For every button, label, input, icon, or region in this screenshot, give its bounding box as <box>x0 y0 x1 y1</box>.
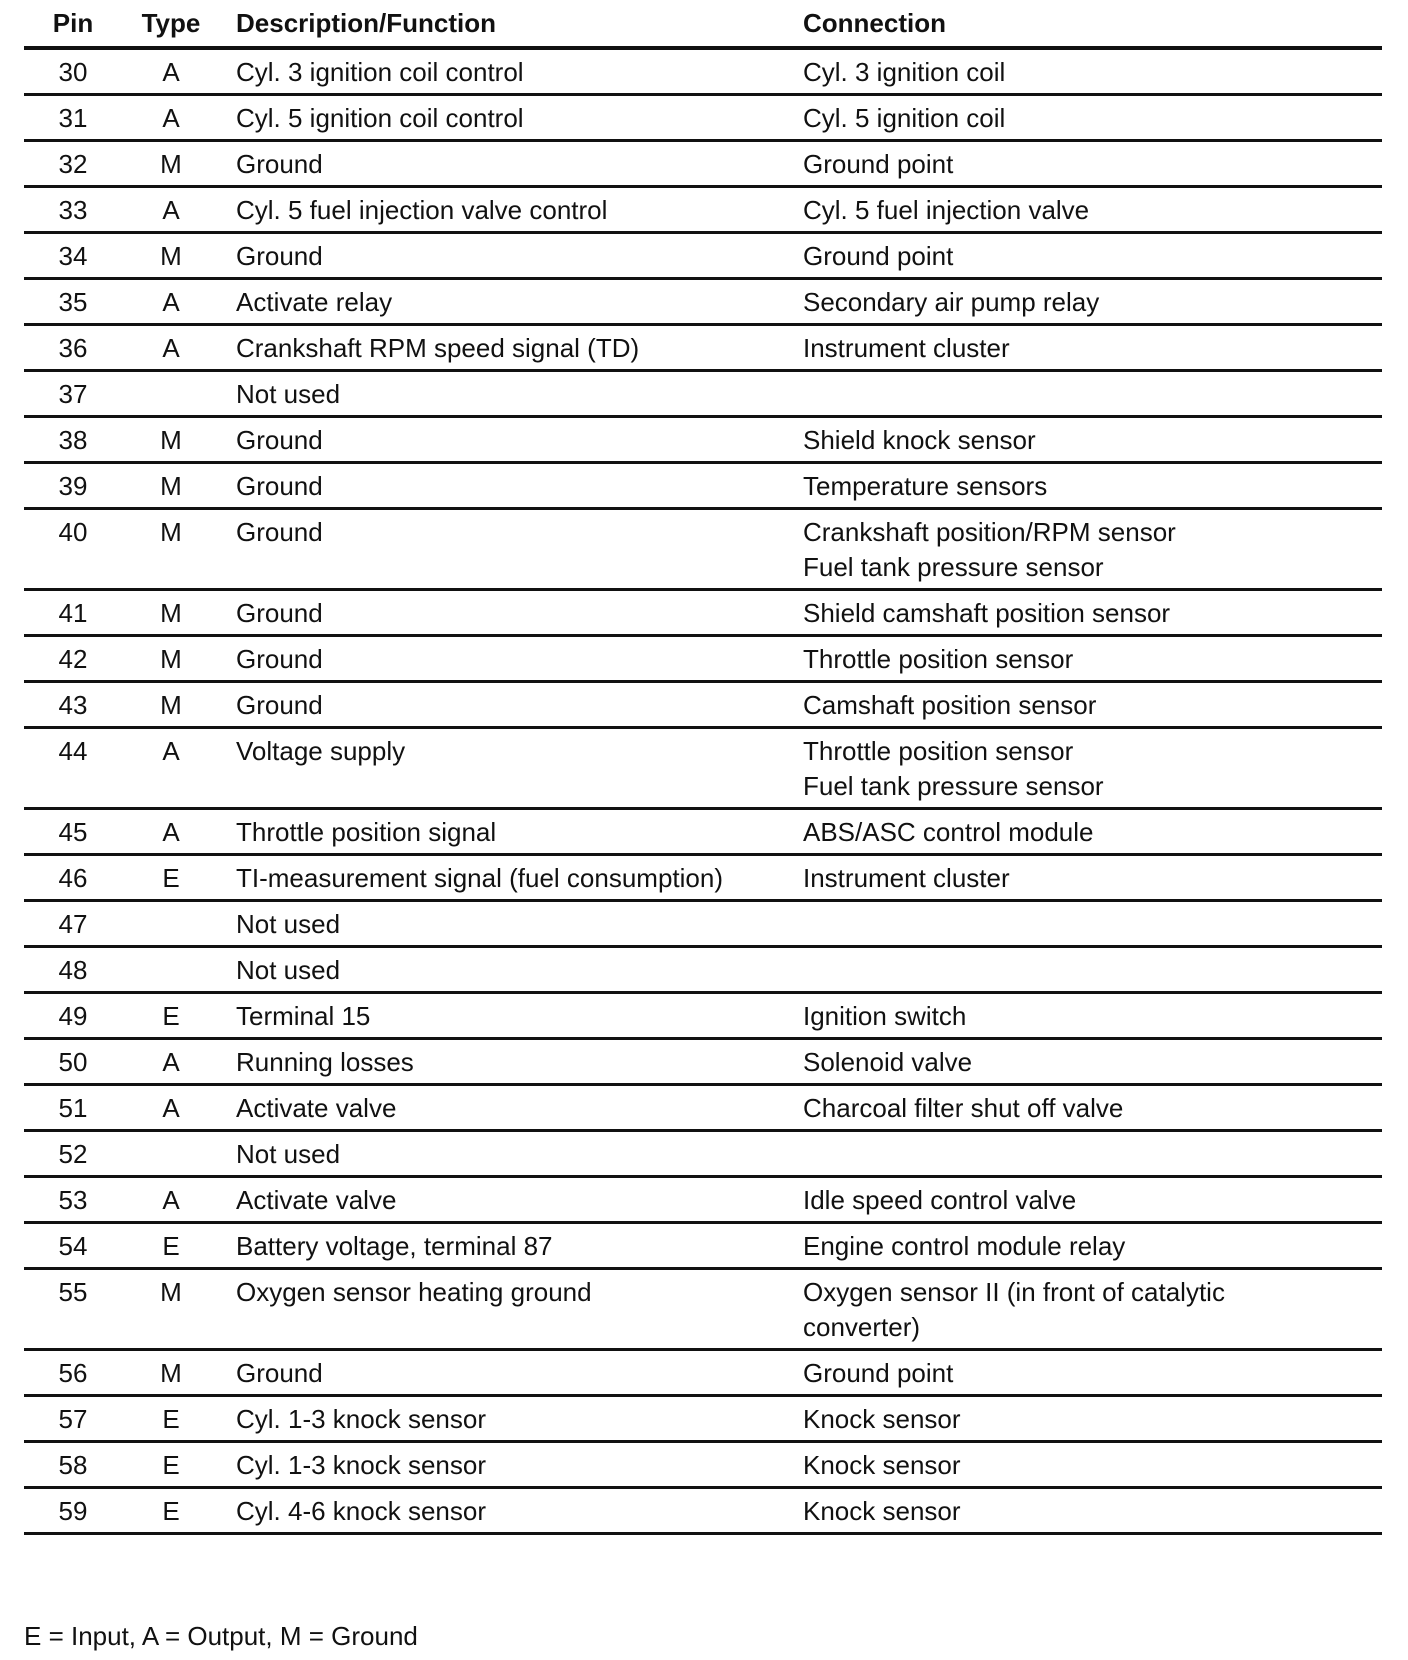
type-cell: E <box>122 855 220 901</box>
connection-line: Throttle position sensor <box>803 736 1074 766</box>
type-cell: E <box>122 993 220 1039</box>
connection-line: Charcoal filter shut off valve <box>803 1093 1124 1123</box>
pin-cell: 48 <box>24 947 122 993</box>
connection-cell <box>797 682 1382 728</box>
table-row <box>24 187 1382 233</box>
table-row <box>24 279 1382 325</box>
connection-cell <box>797 463 1382 509</box>
type-cell: E <box>122 1223 220 1269</box>
connection-cell <box>797 1085 1382 1131</box>
connection-cell <box>797 590 1382 636</box>
connection-cell <box>797 855 1382 901</box>
table-row <box>24 947 1382 993</box>
table-row <box>24 325 1382 371</box>
connection-cell <box>797 1442 1382 1488</box>
description-cell: Cyl. 3 ignition coil control <box>220 48 797 95</box>
pin-cell: 53 <box>24 1177 122 1223</box>
description-cell: Not used <box>220 371 797 417</box>
connection-line: Knock sensor <box>803 1404 961 1434</box>
connection-line-2: converter) <box>803 1312 921 1342</box>
description-cell: Terminal 15 <box>220 993 797 1039</box>
description-cell: Activate valve <box>220 1085 797 1131</box>
table-row <box>24 463 1382 509</box>
description-cell: Ground <box>220 141 797 187</box>
pin-cell: 43 <box>24 682 122 728</box>
table-row <box>24 1269 1382 1350</box>
description-cell: Crankshaft RPM speed signal (TD) <box>220 325 797 371</box>
description-cell: Ground <box>220 1350 797 1396</box>
table-row <box>24 855 1382 901</box>
table-row <box>24 95 1382 141</box>
table-row <box>24 682 1382 728</box>
pin-cell: 46 <box>24 855 122 901</box>
connection-line-2: Fuel tank pressure sensor <box>803 552 1104 582</box>
description-cell: Ground <box>220 682 797 728</box>
table-header <box>24 0 1382 48</box>
pin-assignment-table <box>24 0 1382 1535</box>
type-cell: A <box>122 728 220 809</box>
pin-cell: 51 <box>24 1085 122 1131</box>
table-row <box>24 636 1382 682</box>
connection-line: Cyl. 5 fuel injection valve <box>803 195 1090 225</box>
type-cell: A <box>122 187 220 233</box>
pin-cell: 34 <box>24 233 122 279</box>
connection-cell <box>797 636 1382 682</box>
connection-cell <box>797 509 1382 590</box>
connection-cell <box>797 1350 1382 1396</box>
table-row <box>24 233 1382 279</box>
type-cell: A <box>122 1085 220 1131</box>
description-cell: Ground <box>220 463 797 509</box>
table-row <box>24 1350 1382 1396</box>
type-cell: M <box>122 463 220 509</box>
connection-cell <box>797 993 1382 1039</box>
description-cell: Not used <box>220 947 797 993</box>
connection-cell <box>797 1131 1382 1177</box>
type-cell: M <box>122 233 220 279</box>
table-row <box>24 993 1382 1039</box>
header-description: Description/Function <box>220 0 797 48</box>
connection-line: Knock sensor <box>803 1450 961 1480</box>
connection-line: Instrument cluster <box>803 333 1010 363</box>
connection-cell <box>797 728 1382 809</box>
connection-line: ABS/ASC control module <box>803 817 1094 847</box>
pin-cell: 52 <box>24 1131 122 1177</box>
description-cell: TI-measurement signal (fuel consumption) <box>220 855 797 901</box>
type-cell: M <box>122 141 220 187</box>
description-cell: Cyl. 4-6 knock sensor <box>220 1488 797 1534</box>
description-cell: Voltage supply <box>220 728 797 809</box>
description-cell: Cyl. 5 fuel injection valve control <box>220 187 797 233</box>
connection-line: Cyl. 3 ignition coil <box>803 57 1006 87</box>
connection-cell <box>797 901 1382 947</box>
pin-cell: 38 <box>24 417 122 463</box>
description-cell: Ground <box>220 417 797 463</box>
table-row <box>24 590 1382 636</box>
header-pin: Pin <box>24 0 122 48</box>
connection-cell <box>797 1223 1382 1269</box>
pin-cell: 50 <box>24 1039 122 1085</box>
description-cell: Ground <box>220 636 797 682</box>
pin-cell: 55 <box>24 1269 122 1350</box>
description-cell: Ground <box>220 590 797 636</box>
pin-cell: 42 <box>24 636 122 682</box>
type-cell: E <box>122 1488 220 1534</box>
connection-cell <box>797 809 1382 855</box>
pin-cell: 30 <box>24 48 122 95</box>
table-row <box>24 901 1382 947</box>
type-cell <box>122 901 220 947</box>
pin-cell: 49 <box>24 993 122 1039</box>
header-type: Type <box>122 0 220 48</box>
connection-cell <box>797 371 1382 417</box>
pin-cell: 54 <box>24 1223 122 1269</box>
table-row <box>24 809 1382 855</box>
connection-cell <box>797 141 1382 187</box>
type-cell: E <box>122 1396 220 1442</box>
connection-line: Ground point <box>803 149 954 179</box>
type-cell: A <box>122 48 220 95</box>
table-row <box>24 1396 1382 1442</box>
connection-line: Instrument cluster <box>803 863 1010 893</box>
connection-line-2: Fuel tank pressure sensor <box>803 771 1104 801</box>
type-cell: A <box>122 1177 220 1223</box>
description-cell: Ground <box>220 509 797 590</box>
description-cell: Cyl. 1-3 knock sensor <box>220 1396 797 1442</box>
table-row <box>24 371 1382 417</box>
description-cell: Throttle position signal <box>220 809 797 855</box>
pin-cell: 47 <box>24 901 122 947</box>
connection-line: Camshaft position sensor <box>803 690 1097 720</box>
type-cell: A <box>122 279 220 325</box>
type-cell <box>122 1131 220 1177</box>
type-cell: A <box>122 325 220 371</box>
connection-cell <box>797 48 1382 95</box>
connection-line: Engine control module relay <box>803 1231 1126 1261</box>
connection-line: Shield knock sensor <box>803 425 1036 455</box>
table-body <box>24 48 1382 1534</box>
connection-line: Crankshaft position/RPM sensor <box>803 517 1176 547</box>
pin-cell: 37 <box>24 371 122 417</box>
description-cell: Activate relay <box>220 279 797 325</box>
description-cell: Not used <box>220 1131 797 1177</box>
type-cell: M <box>122 590 220 636</box>
connection-line: Idle speed control valve <box>803 1185 1077 1215</box>
header-row <box>24 0 1382 48</box>
table-row <box>24 1442 1382 1488</box>
type-cell: E <box>122 1442 220 1488</box>
connection-line: Cyl. 5 ignition coil <box>803 103 1006 133</box>
pin-cell: 57 <box>24 1396 122 1442</box>
pin-cell: 58 <box>24 1442 122 1488</box>
table-row <box>24 417 1382 463</box>
connection-cell <box>797 95 1382 141</box>
table-row <box>24 509 1382 590</box>
description-cell: Oxygen sensor heating ground <box>220 1269 797 1350</box>
type-cell <box>122 371 220 417</box>
type-cell: M <box>122 636 220 682</box>
description-cell: Cyl. 1-3 knock sensor <box>220 1442 797 1488</box>
connection-line: Ground point <box>803 1358 954 1388</box>
type-cell: M <box>122 1350 220 1396</box>
connection-cell <box>797 1177 1382 1223</box>
connection-cell <box>797 187 1382 233</box>
connection-cell <box>797 1396 1382 1442</box>
table-row <box>24 1131 1382 1177</box>
pin-cell: 31 <box>24 95 122 141</box>
connection-cell <box>797 233 1382 279</box>
description-cell: Not used <box>220 901 797 947</box>
description-cell: Cyl. 5 ignition coil control <box>220 95 797 141</box>
type-cell: M <box>122 417 220 463</box>
table-row <box>24 728 1382 809</box>
pin-cell: 35 <box>24 279 122 325</box>
pin-cell: 59 <box>24 1488 122 1534</box>
pin-cell: 33 <box>24 187 122 233</box>
type-cell: M <box>122 682 220 728</box>
connection-line: Shield camshaft position sensor <box>803 598 1171 628</box>
table-row <box>24 1085 1382 1131</box>
connection-cell <box>797 947 1382 993</box>
connection-line: Ignition switch <box>803 1001 967 1031</box>
type-cell: A <box>122 809 220 855</box>
table-row <box>24 1223 1382 1269</box>
pin-cell: 40 <box>24 509 122 590</box>
pin-cell: 32 <box>24 141 122 187</box>
type-cell: M <box>122 1269 220 1350</box>
description-cell: Ground <box>220 233 797 279</box>
type-cell: A <box>122 1039 220 1085</box>
description-cell: Battery voltage, terminal 87 <box>220 1223 797 1269</box>
table-row <box>24 1039 1382 1085</box>
pin-cell: 56 <box>24 1350 122 1396</box>
pin-cell: 41 <box>24 590 122 636</box>
connection-cell <box>797 1039 1382 1085</box>
connection-line: Oxygen sensor II (in front of catalytic <box>803 1277 1225 1307</box>
header-connection: Connection <box>797 0 1382 48</box>
connection-cell <box>797 279 1382 325</box>
table-row <box>24 1488 1382 1534</box>
type-cell: A <box>122 95 220 141</box>
connection-cell <box>797 1488 1382 1534</box>
connection-line: Knock sensor <box>803 1496 961 1526</box>
table-row <box>24 48 1382 95</box>
connection-cell <box>797 325 1382 371</box>
connection-line: Secondary air pump relay <box>803 287 1100 317</box>
connection-cell <box>797 1269 1382 1350</box>
pin-cell: 39 <box>24 463 122 509</box>
description-cell: Running losses <box>220 1039 797 1085</box>
pin-table-container <box>24 0 1382 1535</box>
type-legend: E = Input, A = Output, M = Ground <box>24 1621 418 1651</box>
type-cell <box>122 947 220 993</box>
pin-cell: 36 <box>24 325 122 371</box>
description-cell: Activate valve <box>220 1177 797 1223</box>
table-row <box>24 141 1382 187</box>
pin-cell: 45 <box>24 809 122 855</box>
connection-line: Ground point <box>803 241 954 271</box>
type-cell: M <box>122 509 220 590</box>
pin-cell: 44 <box>24 728 122 809</box>
connection-line: Temperature sensors <box>803 471 1048 501</box>
table-row <box>24 1177 1382 1223</box>
connection-cell <box>797 417 1382 463</box>
connection-line: Throttle position sensor <box>803 644 1074 674</box>
connection-line: Solenoid valve <box>803 1047 973 1077</box>
